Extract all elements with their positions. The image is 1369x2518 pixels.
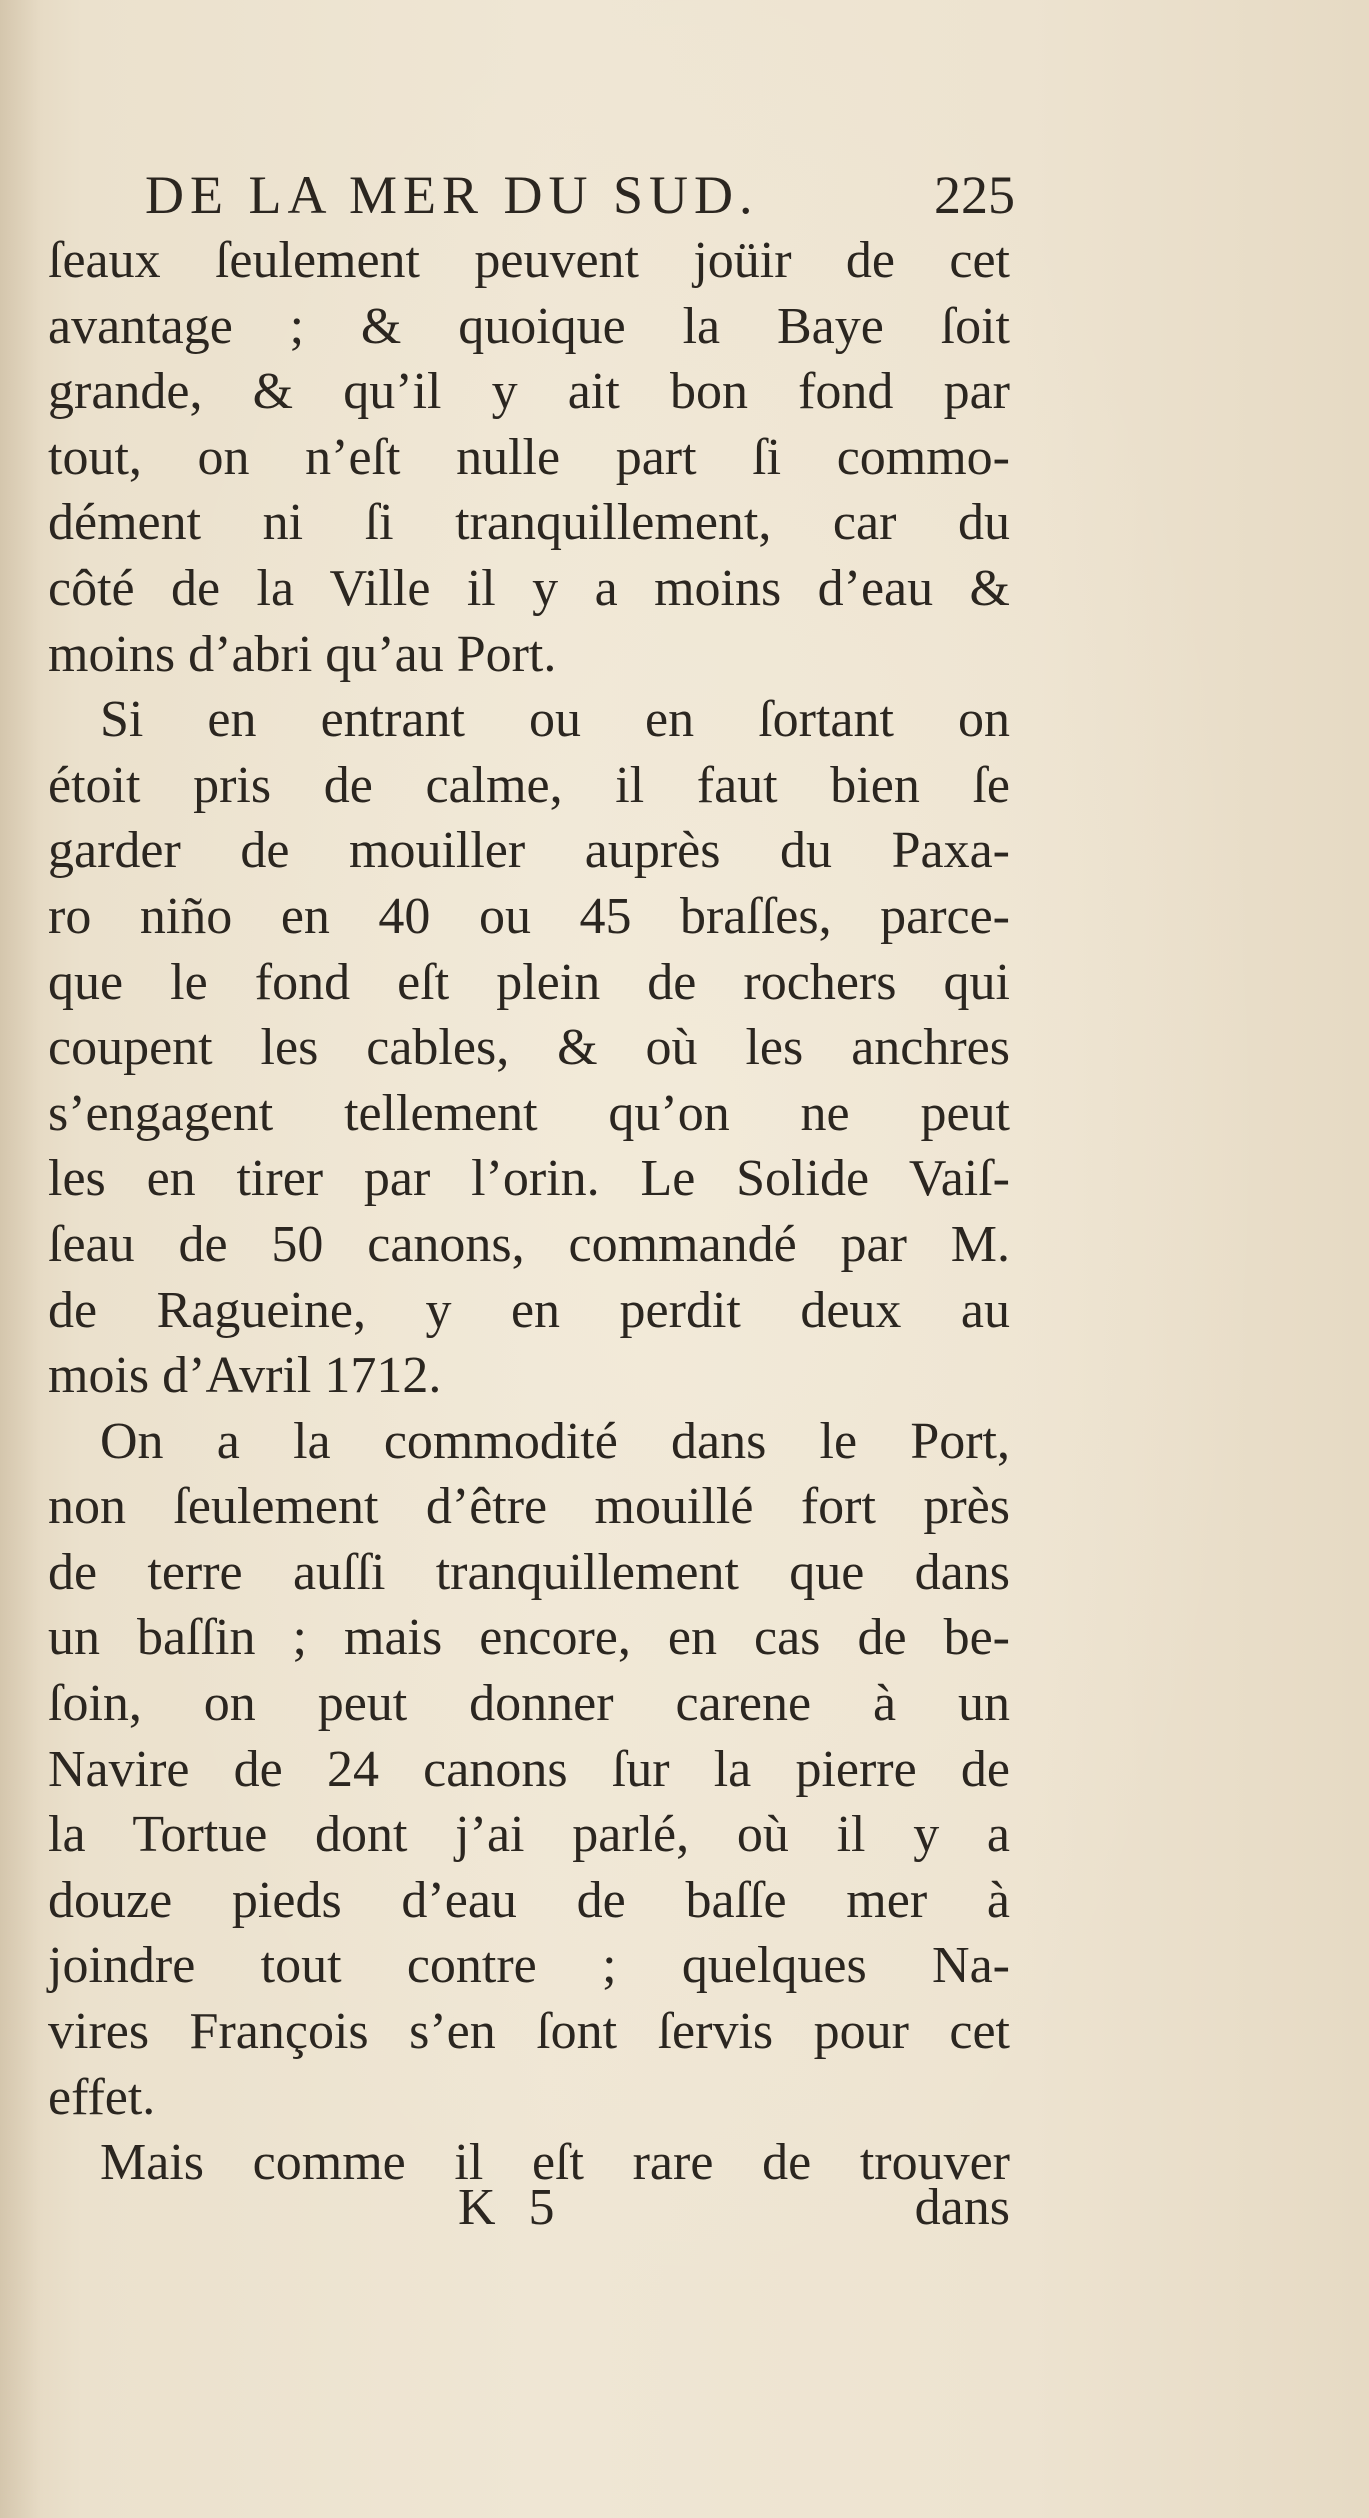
- text-line: effet.: [48, 2068, 156, 2126]
- page-gutter-shadow: [0, 0, 40, 2518]
- text-line: moins d’abri qu’au Port.: [48, 625, 557, 683]
- text-line: ro niño en 40 ou 45 braſſes, parce-: [48, 887, 1010, 945]
- text-line: un baſſin ; mais encore, en cas de be-: [48, 1609, 1010, 1667]
- text-line: côté de la Ville il y a moins d’eau &: [48, 559, 1010, 617]
- text-line: Si en entrant ou en ſortant on: [100, 691, 1010, 749]
- text-line: ſeau de 50 canons, commandé par M.: [48, 1215, 1010, 1273]
- text-line: Navire de 24 canons ſur la pierre de: [48, 1740, 1010, 1798]
- text-line: non ſeulement d’être mouillé fort près: [48, 1478, 1010, 1536]
- text-line: s’engagent tellement qu’on ne peut: [48, 1084, 1010, 1142]
- text-line: douze pieds d’eau de baſſe mer à: [48, 1871, 1010, 1929]
- text-line: mois d’Avril 1712.: [48, 1347, 442, 1405]
- text-line: dément ni ſi tranquillement, car du: [48, 494, 1010, 552]
- signature-mark: K 5: [458, 2179, 565, 2236]
- body-text: [48, 228, 1010, 2196]
- text-line: joindre tout contre ; quelques Na-: [48, 1937, 1010, 1995]
- text-line: Mais comme il eſt rare de trouver: [100, 2134, 1010, 2192]
- page-number: 225: [934, 165, 1015, 225]
- text-line: grande, & qu’il y ait bon fond par: [48, 363, 1010, 421]
- text-line: ſoin, on peut donner carene à un: [48, 1675, 1010, 1733]
- text-line: avantage ; & quoique la Baye ſoit: [48, 297, 1010, 355]
- text-line: de Ragueine, y en perdit deux au: [48, 1281, 1010, 1339]
- text-line: vires François s’en ſont ſervis pour cet: [48, 2003, 1010, 2061]
- text-line: coupent les cables, & où les anchres: [48, 1019, 1010, 1077]
- catchword: dans: [914, 2179, 1010, 2236]
- text-line: On a la commodité dans le Port,: [100, 1412, 1010, 1470]
- text-line: de terre auſſi tranquillement que dans: [48, 1543, 1010, 1601]
- page-footer: [48, 2178, 1010, 2244]
- text-line: étoit pris de calme, il faut bien ſe: [48, 756, 1010, 814]
- text-line: que le fond eſt plein de rochers qui: [48, 953, 1010, 1011]
- page-header: [145, 160, 1015, 230]
- text-line: les en tirer par l’orin. Le Solide Vaiſ-: [48, 1150, 1010, 1208]
- running-head: DE LA MER DU SUD.: [145, 165, 759, 225]
- text-line: garder de mouiller auprès du Paxa-: [48, 822, 1010, 880]
- text-line: tout, on n’eſt nulle part ſi commo-: [48, 428, 1010, 486]
- text-line: ſeaux ſeulement peuvent joüir de cet: [48, 232, 1010, 289]
- text-line: la Tortue dont j’ai parlé, où il y a: [48, 1806, 1010, 1864]
